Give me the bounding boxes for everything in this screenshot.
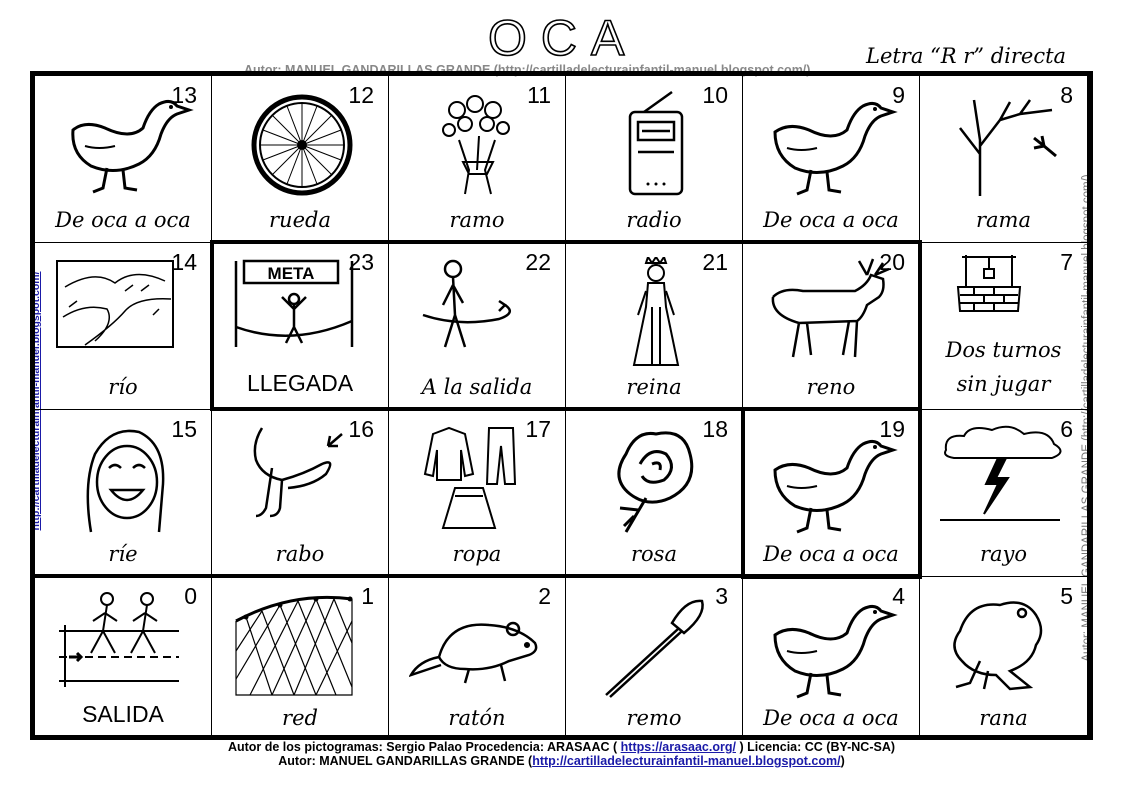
square-number: 18 (702, 416, 728, 442)
word-line-2: sin jugar (956, 372, 1051, 396)
square-number: 10 (702, 82, 728, 108)
branch-icon (940, 90, 1080, 200)
square-number: 23 (348, 249, 374, 275)
square-5[interactable] (920, 577, 1088, 740)
square-number: 21 (702, 249, 728, 275)
word-line-1: Dos turnos (945, 338, 1062, 362)
arasaac-link[interactable]: https://arasaac.org/ (620, 740, 736, 754)
square-number: 22 (525, 249, 551, 275)
start-row-border (31, 574, 922, 580)
square-7[interactable] (920, 243, 1088, 410)
square-word: rama (976, 208, 1031, 232)
letter-subtitle: Letra “R r” directa (866, 44, 1067, 68)
square-3[interactable] (566, 577, 743, 740)
square-number: 12 (348, 82, 374, 108)
square-10[interactable] (566, 76, 743, 243)
square-15[interactable] (35, 410, 212, 577)
square-number: 9 (892, 82, 905, 108)
square-number: 19 (879, 416, 905, 442)
mouse-icon (409, 591, 549, 701)
square-word: ramo (449, 208, 505, 232)
square-word: rueda (269, 208, 331, 232)
square-word: reina (626, 375, 682, 399)
square-word: De oca a oca (55, 208, 191, 232)
footer-credit-1 (0, 740, 1123, 754)
goose-icon (763, 591, 903, 701)
square-word: rosa (631, 542, 677, 566)
square-14[interactable] (35, 243, 212, 410)
square-number: 3 (715, 583, 728, 609)
square-number: 1 (361, 583, 374, 609)
square-number: 4 (892, 583, 905, 609)
footer-text: ) (840, 754, 845, 768)
square-word: remo (626, 706, 682, 730)
square-word: LLEGADA (246, 370, 354, 396)
square-number: 15 (171, 416, 197, 442)
square-word: De oca a oca (763, 542, 899, 566)
square-number: 2 (538, 583, 551, 609)
square-number: 6 (1060, 416, 1073, 442)
square-0-start[interactable] (35, 577, 212, 740)
square-word (920, 333, 1087, 401)
square-4[interactable] (743, 577, 920, 740)
square-16[interactable] (212, 410, 389, 577)
inner-path-border-right (741, 407, 922, 579)
square-number: 0 (184, 583, 197, 609)
goose-icon (763, 90, 903, 200)
square-11[interactable] (389, 76, 566, 243)
square-9[interactable] (743, 76, 920, 243)
square-17[interactable] (389, 410, 566, 577)
square-number: 20 (879, 249, 905, 275)
square-number: 16 (348, 416, 374, 442)
square-6[interactable] (920, 410, 1088, 577)
footer-text: ) Licencia: CC (BY-NC-SA) (739, 740, 896, 754)
runners-icon (55, 591, 195, 701)
frog-icon (940, 591, 1080, 701)
blog-link[interactable]: http://cartilladelecturainfantil-manuel.blogspot.com/ (532, 754, 841, 768)
footer-credit-2 (0, 754, 1123, 768)
oar-icon (586, 591, 726, 701)
lightning-icon (940, 424, 1080, 534)
meta-banner: META (267, 264, 315, 283)
square-word: ropa (452, 542, 502, 566)
net-icon (232, 591, 372, 701)
square-number: 13 (171, 82, 197, 108)
side-credit-right-text: Autor: MANUEL GANDARILLAS GRANDE (http://cartilladelecturainfantil-manuel.blogspot.com/) (1081, 174, 1093, 662)
square-word: ríe (108, 542, 138, 566)
square-18[interactable] (566, 410, 743, 577)
square-word: rabo (275, 542, 325, 566)
square-word: reno (806, 375, 856, 399)
square-word: De oca a oca (763, 706, 899, 730)
well-icon (954, 251, 1024, 313)
square-1[interactable] (212, 577, 389, 740)
square-number: 11 (527, 82, 551, 108)
game-title: OCA (488, 10, 639, 66)
footer-text: Autor: MANUEL GANDARILLAS GRANDE ( (278, 754, 533, 768)
footer-text: Autor de los pictogramas: Sergio Palao Procedencia: ARASAAC ( (227, 740, 618, 754)
square-number: 14 (171, 249, 197, 275)
square-number: 17 (525, 416, 551, 442)
author-credit-top: Autor: MANUEL GANDARILLAS GRANDE (http://cartilladelecturainfantil-manuel.blogspot.com/) (244, 63, 811, 77)
square-13[interactable] (35, 76, 212, 243)
square-word: A la salida (421, 375, 533, 399)
square-word: río (108, 375, 138, 399)
square-12[interactable] (212, 76, 389, 243)
square-word: radio (626, 208, 682, 232)
square-word: rana (979, 706, 1028, 730)
square-word: rayo (979, 542, 1028, 566)
inner-path-border (210, 240, 922, 411)
square-number: 5 (1060, 583, 1073, 609)
square-number: 7 (1060, 249, 1073, 275)
square-word: De oca a oca (763, 208, 899, 232)
game-board (30, 71, 1093, 740)
square-word: red (282, 706, 318, 730)
side-link-left-text[interactable]: http://cartilladelecturainfantil-manuel.blogspot.com/ (30, 271, 42, 531)
square-8[interactable] (920, 76, 1088, 243)
square-word: SALIDA (82, 701, 164, 727)
square-2[interactable] (389, 577, 566, 740)
square-word: ratón (448, 706, 506, 730)
square-number: 8 (1060, 82, 1073, 108)
